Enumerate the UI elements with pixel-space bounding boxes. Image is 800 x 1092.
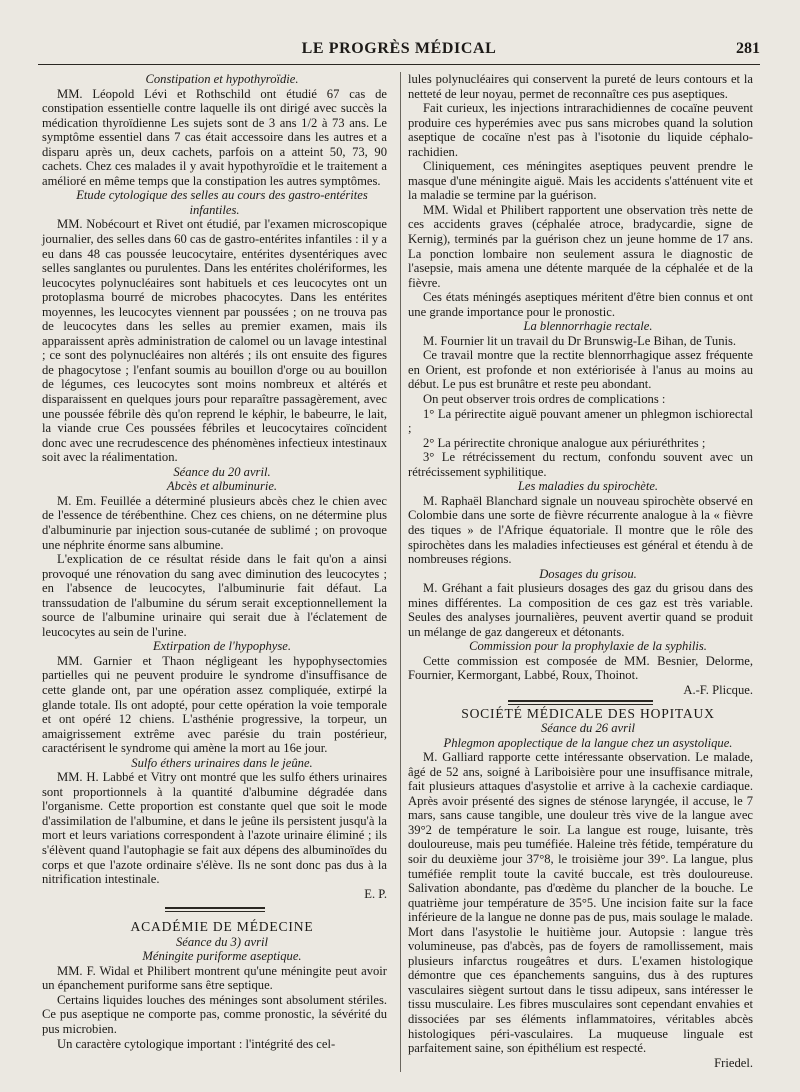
paragraph: MM. Léopold Lévi et Rothschild ont étudié 67 cas de constipation essentielle contre laquelle ils ont dirigé avec succès la médication thyroïdienne Les sujets sont de 3 ans 1/2 à 73 ans. Le symptôme essentiel dans 7 cas était accessoire dans les autres et a disparu après un, deux cachets, parfois on a atteint 50, 73, 90 cachets. Chez ces malades il y avait hypothyroïdie et le traitement a amélioré en même temps que la constipation les autres symptômes. bbox=[42, 86, 387, 188]
paragraph: Un caractère cytologique important : l'intégrité des cel- bbox=[57, 1036, 336, 1051]
section-heading: Dosages du grisou. bbox=[539, 566, 637, 581]
paragraph: MM. Nobécourt et Rivet ont étudié, par l'examen microscopique journalier, des selles dans 60 cas de gastro-entérites infantiles : il y a eu dans 48 cas poussée leucocytaire, entérites dysentériques avec selles sanglantes ou purulentes. Dans les entérites cholériformes, les leucocytes polynucléaires sont habituels et ces leucocytes ont un protoplasma bourré de microbes phacocytes. Dans les entérites moyennes, les leucocytes viennent par poussées ; on ne trouva pas de leucocytes dans les selles au premier examen, mais ils apparaissent après administration de calomel ou un lavage intestinal ; ce sont des polynucléaires non altérés ; ils ont ensuite des figures de phagocytose ; l'enfant soumis au bouillon d'orge ou au bouillon de légumes, ces leucocytes sont moins nombreux et altérés et disparaissent en quelques jours pour reparaître passagèrement, avec une poussée fébrile dès qu'on reprend le képhir, le babeurre, le lait, la viande crue Ces poussées fébriles et leucocytaires coïncident donc avec une recrudescence des phénomènes infectieux intestinaux soit avec la réalimentation. bbox=[42, 217, 387, 465]
paragraph: M. Fournier lit un travail du Dr Brunswig-Le Bihan, de Tunis. bbox=[423, 333, 737, 348]
list-item: 2° La périrectite chronique analogue aux périuréthrites ; bbox=[423, 435, 706, 450]
page-number: 281 bbox=[736, 40, 760, 57]
author-signature: Friedel. bbox=[714, 1055, 753, 1070]
paragraph: M. Em. Feuillée a déterminé plusieurs abcès chez le chien avec de l'essence de térébenthine. Chez ces chiens, on ne détermine plus d'albuminurie par injection sous-cutanée de sublimé ; on provoque une néphrite énorme sans albumine. bbox=[42, 493, 387, 552]
paragraph: M. Raphaël Blanchard signale un nouveau spirochète observé en Colombie dans une sorte de fièvre récurrente analogue à la « fièvre des tiques » de l'Afrique équatoriale. Il montre que le rôle des spirochètes dans les maladies infectieuses est général et étendu à de nombreuses régions. bbox=[408, 493, 753, 567]
paragraph: L'explication de ce résultat réside dans le fait qu'on a ainsi provoqué une rénovation du sang avec diminution des leucocytes ; en l'absence de leucocytes, l'albuminurie fait défaut. La transsudation de l'albumine du sérum serait exceptionnellement la source de l'albumine urinaire qui serait due à l'éclatement de leucocytes au sein de l'urine. bbox=[42, 552, 387, 639]
journal-title: LE PROGRÈS MÉDICAL bbox=[301, 40, 497, 57]
paragraph: On peut observer trois ordres de complications : bbox=[423, 392, 666, 407]
section-heading: Phlegmon apoplectique de la langue chez un asystolique. bbox=[443, 735, 733, 750]
author-signature: E. P. bbox=[364, 886, 387, 901]
right-column bbox=[408, 72, 753, 1070]
paragraph: Ce travail montre que la rectite blennorrhagique assez fréquente en Orient, est profonde et non extériorisée à l'anus au moins au début. Le pus est brunâtre et reste peu abondant. bbox=[408, 348, 753, 392]
paragraph: MM. Garnier et Thaon négligeant les hypophysectomies partielles qui ne peuvent produire le syndrome d'insuffisance de cette glande ont, par une opération assez compliquée, extirpé la glande totale. Ils ont adopté, pour cette opération la voie temporale et ont opéré 12 chiens. L'asthénie progressive, la torpeur, un amaigrissement extrême avec parésie du train postérieur, caractérisent le syndrome qui amène la mort au 16e jour. bbox=[42, 653, 387, 756]
running-header bbox=[38, 40, 760, 64]
section-separator bbox=[508, 700, 653, 705]
paragraph: MM. Widal et Philibert rapportent une observation très nette de ces accidents graves (céphalée atroce, bradycardie, signe de Kernig), terminés par la guérison chez un jeune homme de 17 ans. La ponction lombaire non seulement assura le diagnostic de l'asepsie, mais amena une détente marquée de la céphalée et de la fièvre. bbox=[408, 202, 753, 290]
session-heading: Séance du 20 avril. bbox=[173, 464, 271, 479]
session-heading: Séance du 3) avril bbox=[176, 934, 268, 949]
paragraph: lules polynucléaires qui conservent la pureté de leurs contours et la netteté de leur noyau, permet de reconnaître ces pus aseptiques. bbox=[408, 72, 753, 101]
society-heading: ACADÉMIE DE MÉDECINE bbox=[130, 919, 314, 935]
section-heading: La blennorrhagie rectale. bbox=[523, 319, 653, 334]
left-column bbox=[42, 72, 387, 1051]
paragraph: Ces états méningés aseptiques méritent d'être bien connus et ont une grande importance pour le pronostic. bbox=[408, 290, 753, 319]
section-heading: Les maladies du spirochète. bbox=[517, 479, 659, 494]
paragraph: M. Gréhant a fait plusieurs dosages des gaz du grisou dans des mines différentes. La composition de ces gaz est très variable. Seules des analyses journalières, peuvent avertir quand se produit un mélange de gaz dangereux et détonants. bbox=[408, 581, 753, 639]
section-heading: Sulfo éthers urinaires dans le jeûne. bbox=[131, 755, 313, 770]
paragraph: Certains liquides louches des méninges sont absolument stériles. Ce pus aseptique ne comporte pas, comme pronostic, la sévérité du pus microbien. bbox=[42, 992, 387, 1036]
section-heading: Extirpation de l'hypophyse. bbox=[152, 639, 292, 654]
author-signature: A.-F. Plicque. bbox=[683, 682, 753, 697]
section-heading: Méningite puriforme aseptique. bbox=[142, 949, 302, 964]
column-divider bbox=[400, 72, 401, 1072]
paragraph: Fait curieux, les injections intrarachidiennes de cocaïne peuvent produire ces hyperémies avec pus sans microbes quand la solution aseptique de cocaïne n'est pas à l'isotonie du liquide céphalo-rachidien. bbox=[408, 101, 753, 159]
paragraph: MM. F. Widal et Philibert montrent qu'une méningite peut avoir un épanchement puriforme sans être septique. bbox=[42, 963, 387, 993]
section-heading: Constipation et hypothyroïdie. bbox=[145, 72, 299, 86]
header-rule bbox=[38, 64, 760, 65]
section-heading: Abcès et albuminurie. bbox=[166, 479, 278, 494]
society-heading: SOCIÉTÉ MÉDICALE DES HOPITAUX bbox=[461, 705, 715, 721]
paragraph: Cette commission est composée de MM. Besnier, Delorme, Fournier, Kermorgant, Labbé, Roux, Thoinot. bbox=[408, 653, 753, 683]
section-heading: Etude cytologique des selles au cours des gastro-entérites infantiles. bbox=[76, 188, 368, 217]
session-heading: Séance du 26 avril bbox=[540, 721, 636, 736]
section-heading: Commission pour la prophylaxie de la syphilis. bbox=[469, 639, 707, 654]
paragraph: M. Galliard rapporte cette intéressante observation. Le malade, âgé de 52 ans, soigné à Lariboisière pour une insuffisance mitrale, fait plusieurs attaques d'asystolie et arrive à la cachexie cardiaque. Après avoir présenté des signes de sténose laryngée, il accuse, le 7 mars, sans cause tangible, une douleur très vive de la langue avec 39°2 de température le soir. La langue est rouge, luisante, très douloureuse, mais peu tuméfiée. Haleine très fétide, température du soir du deuxième jour 37°8, le troisième jour 39°. La langue, plus tuméfiée remplit toute la cavité buccale, est très douloureuse. Salivation abondante, pas d'œdème du plancher de la bouche. Le quatrième jour température de 35°5. Une incision faite sur la face inférieure de la langue ne donne pas de pus, mais soulage le malade. Mort dans l'asystolie le huitième jour. Autopsie : langue très volumineuse, pas d'abcès, pas de foyers de ramollissement, mais plusieurs infarctus rougeâtres et durs. L'examen histologique démontre que ces épanchements sanguins, dus à des ruptures vasculaires siègent surtout dans le tissu adipeux, sans intéresser le tissu musculaire. Les fibres musculaires sont cependant envahies et dissociées par ses éléments inflammatoires, véritables abcès histologiques péri-vasculaires. La muqueuse linguale est parfaitement saine, son épithélium est respecté. bbox=[408, 750, 753, 1056]
paragraph: Cliniquement, ces méningites aseptiques peuvent prendre le masque d'une méningite aiguë. Mais les accidents s'atténuent vite et la maladie se termine par la guérison. bbox=[408, 159, 753, 203]
list-item: 1° La périrectite aiguë pouvant amener un phlegmon ischiorectal ; bbox=[408, 406, 753, 436]
paragraph: MM. H. Labbé et Vitry ont montré que les sulfo éthers urinaires sont proportionnels à la quantité d'albumine dégradée dans l'organisme. Cette proportion est constante quel que soit le mode d'assimilation de l'albumine, et dans le jeûne ils persistent jusqu'à la mort et leurs variations correspondent à l'azote urinaire éliminé ; ils s'élèvent quand l'autophagie se fait aux dépens des albuminoïdes du corps et que l'azote ordinaire s'élève. Ils ne sont donc pas dus à la nitrification intestinale. bbox=[42, 770, 387, 887]
list-item: 3° Le rétrécissement du rectum, confondu souvent avec un rétrécissement syphilitique. bbox=[408, 450, 753, 479]
